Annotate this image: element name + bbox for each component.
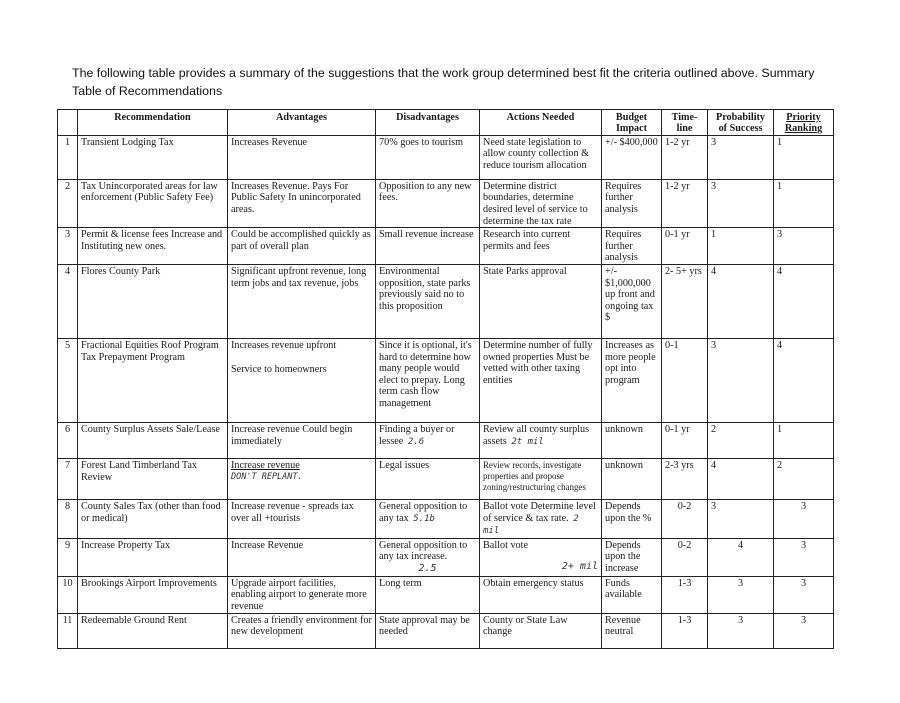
timeline-cell: 1-3 bbox=[662, 576, 708, 613]
advantages-cell bbox=[228, 338, 376, 422]
priority-cell: 1 bbox=[774, 135, 834, 179]
advantages-cell: Upgrade airport facilities, enabling airport to generate more revenue bbox=[228, 576, 376, 613]
timeline-cell: 1-2 yr bbox=[662, 135, 708, 179]
row-number: 3 bbox=[58, 228, 78, 265]
probability-cell: 3 bbox=[708, 338, 774, 422]
advantages-cell: Increase revenue Could begin immediately bbox=[228, 422, 376, 458]
disadvantages-cell: Since it is optional, it's hard to determine how many people would elect to prepay. Long term cash flow management bbox=[376, 338, 480, 422]
disadvantages-text: General opposition to any tax increase. bbox=[379, 539, 468, 563]
budget-cell: Revenue neutral bbox=[602, 613, 662, 648]
header-num bbox=[58, 110, 78, 136]
table-row bbox=[58, 538, 834, 576]
disadvantages-cell: State approval may be needed bbox=[376, 613, 480, 648]
budget-cell: +/- $1,000,000 up front and ongoing tax $ bbox=[602, 264, 662, 338]
table-header-row bbox=[58, 110, 834, 136]
actions-cell: Research into current permits and fees bbox=[480, 228, 602, 265]
disadvantages-cell bbox=[376, 422, 480, 458]
header-disadvantages: Disadvantages bbox=[376, 110, 480, 136]
disadvantages-cell: Legal issues bbox=[376, 458, 480, 499]
table-row bbox=[58, 422, 834, 458]
actions-cell bbox=[480, 499, 602, 538]
handwritten-note: DON'T REPLANT. bbox=[231, 471, 303, 482]
advantages-cell: Increases Revenue bbox=[228, 135, 376, 179]
table-row bbox=[58, 576, 834, 613]
probability-cell: 1 bbox=[708, 228, 774, 265]
timeline-cell: 0-1 bbox=[662, 338, 708, 422]
budget-cell: unknown bbox=[602, 422, 662, 458]
timeline-cell: 2- 5+ yrs bbox=[662, 264, 708, 338]
recommendation-cell: Forest Land Timberland Tax Review bbox=[78, 458, 228, 499]
table-row bbox=[58, 264, 834, 338]
priority-cell: 3 bbox=[774, 576, 834, 613]
advantages-cell: Significant upfront revenue, long term jobs and tax revenue, jobs bbox=[228, 264, 376, 338]
row-number: 8 bbox=[58, 499, 78, 538]
timeline-cell: 2-3 yrs bbox=[662, 458, 708, 499]
advantages-text: Increase revenue bbox=[231, 459, 300, 471]
probability-cell: 3 bbox=[708, 613, 774, 648]
budget-cell: Funds available bbox=[602, 576, 662, 613]
timeline-cell: 1-2 yr bbox=[662, 179, 708, 227]
priority-cell: 1 bbox=[774, 179, 834, 227]
disadvantages-text: General opposition to any tax bbox=[379, 500, 468, 524]
header-budget: Budget Impact bbox=[602, 110, 662, 136]
probability-cell: 4 bbox=[708, 538, 774, 576]
disadvantages-cell bbox=[376, 499, 480, 538]
recommendation-cell: County Surplus Assets Sale/Lease bbox=[78, 422, 228, 458]
recommendation-cell: Tax Unincorporated areas for law enforcement (Public Safety Fee) bbox=[78, 179, 228, 227]
table-row bbox=[58, 499, 834, 538]
handwritten-note: 2 mil bbox=[483, 513, 579, 537]
header-probability: Probability of Success bbox=[708, 110, 774, 136]
recommendation-cell: Fractional Equities Roof Program Tax Prepayment Program bbox=[78, 338, 228, 422]
budget-cell: +/- $400,000 bbox=[602, 135, 662, 179]
recommendation-cell: Redeemable Ground Rent bbox=[78, 613, 228, 648]
disadvantages-text: Finding a buyer or lessee bbox=[379, 423, 455, 447]
timeline-cell: 0-1 yr bbox=[662, 228, 708, 265]
intro-paragraph: The following table provides a summary of the suggestions that the work group determined best fit the criteria outlined above. Summary Table of Recommendations bbox=[72, 66, 815, 98]
actions-cell: State Parks approval bbox=[480, 264, 602, 338]
row-number: 4 bbox=[58, 264, 78, 338]
budget-cell: Depends upon the % bbox=[602, 499, 662, 538]
priority-cell: 3 bbox=[774, 613, 834, 648]
header-actions: Actions Needed bbox=[480, 110, 602, 136]
priority-cell: 3 bbox=[774, 228, 834, 265]
recommendations-table bbox=[57, 109, 834, 649]
timeline-cell: 0-2 bbox=[662, 538, 708, 576]
row-number: 11 bbox=[58, 613, 78, 648]
timeline-cell: 1-3 bbox=[662, 613, 708, 648]
probability-cell: 3 bbox=[708, 499, 774, 538]
row-number: 5 bbox=[58, 338, 78, 422]
actions-text: Ballot vote Determine level of service & tax rate. bbox=[483, 500, 596, 524]
actions-text: Ballot vote bbox=[483, 539, 528, 551]
table-row bbox=[58, 338, 834, 422]
advantages-cell: Increase Revenue bbox=[228, 538, 376, 576]
handwritten-note: 2.6 bbox=[407, 436, 425, 447]
actions-cell: Obtain emergency status bbox=[480, 576, 602, 613]
table-row bbox=[58, 135, 834, 179]
disadvantages-cell: Small revenue increase bbox=[376, 228, 480, 265]
disadvantages-cell bbox=[376, 538, 480, 576]
actions-cell: Determine district boundaries, determine desired level of service to determine the tax rate bbox=[480, 179, 602, 227]
probability-cell: 4 bbox=[708, 458, 774, 499]
recommendation-cell: Permit & license fees Increase and Instituting new ones. bbox=[78, 228, 228, 265]
priority-cell: 1 bbox=[774, 422, 834, 458]
probability-cell: 2 bbox=[708, 422, 774, 458]
probability-cell: 3 bbox=[708, 179, 774, 227]
header-timeline: Time-line bbox=[662, 110, 708, 136]
advantages-cell bbox=[228, 458, 376, 499]
header-advantages: Advantages bbox=[228, 110, 376, 136]
actions-text: Review all county surplus assets bbox=[483, 423, 590, 447]
handwritten-note: 5.1b bbox=[413, 513, 435, 524]
priority-cell: 2 bbox=[774, 458, 834, 499]
priority-cell: 3 bbox=[774, 538, 834, 576]
handwritten-note: 2.5 bbox=[418, 562, 437, 574]
actions-cell: Review records, investigate properties and propose zoning/restructuring changes bbox=[480, 458, 602, 499]
budget-cell: Requires further analysis bbox=[602, 179, 662, 227]
budget-cell: Depends upon the increase bbox=[602, 538, 662, 576]
timeline-cell: 0-1 yr bbox=[662, 422, 708, 458]
recommendation-cell: Increase Property Tax bbox=[78, 538, 228, 576]
disadvantages-cell: Environmental opposition, state parks previously said no to this proposition bbox=[376, 264, 480, 338]
probability-cell: 3 bbox=[708, 576, 774, 613]
table-row bbox=[58, 228, 834, 265]
table-row bbox=[58, 613, 834, 648]
header-recommendation: Recommendation bbox=[78, 110, 228, 136]
actions-cell bbox=[480, 538, 602, 576]
advantages-cell: Creates a friendly environment for new development bbox=[228, 613, 376, 648]
row-number: 9 bbox=[58, 538, 78, 576]
priority-cell: 3 bbox=[774, 499, 834, 538]
recommendation-cell: Transient Lodging Tax bbox=[78, 135, 228, 179]
budget-cell: Requires further analysis bbox=[602, 228, 662, 265]
timeline-cell: 0-2 bbox=[662, 499, 708, 538]
recommendation-cell: Brookings Airport Improvements bbox=[78, 576, 228, 613]
actions-cell bbox=[480, 422, 602, 458]
disadvantages-cell: 70% goes to tourism bbox=[376, 135, 480, 179]
disadvantages-cell: Opposition to any new fees. bbox=[376, 179, 480, 227]
header-priority: Priority Ranking bbox=[774, 110, 834, 136]
advantages-cell: Could be accomplished quickly as part of overall plan bbox=[228, 228, 376, 265]
disadvantages-cell: Long term bbox=[376, 576, 480, 613]
advantages-line: Service to homeowners bbox=[231, 363, 327, 375]
budget-cell: unknown bbox=[602, 458, 662, 499]
probability-cell: 3 bbox=[708, 135, 774, 179]
table-row bbox=[58, 179, 834, 227]
actions-cell: Need state legislation to allow county collection & reduce tourism allocation bbox=[480, 135, 602, 179]
advantages-cell: Increase revenue - spreads tax over all +tourists bbox=[228, 499, 376, 538]
recommendation-cell: County Sales Tax (other than food or medical) bbox=[78, 499, 228, 538]
priority-cell: 4 bbox=[774, 264, 834, 338]
row-number: 1 bbox=[58, 135, 78, 179]
table-row bbox=[58, 458, 834, 499]
advantages-cell: Increases Revenue. Pays For Public Safety In unincorporated areas. bbox=[228, 179, 376, 227]
row-number: 10 bbox=[58, 576, 78, 613]
handwritten-note: 2t mil bbox=[511, 436, 544, 447]
budget-cell: Increases as more people opt into program bbox=[602, 338, 662, 422]
actions-cell: Determine number of fully owned properties Must be vetted with other taxing entities bbox=[480, 338, 602, 422]
handwritten-note: 2+ mil bbox=[561, 561, 598, 573]
recommendation-cell: Flores County Park bbox=[78, 264, 228, 338]
advantages-line: Increases revenue upfront bbox=[231, 339, 337, 351]
actions-cell: County or State Law change bbox=[480, 613, 602, 648]
priority-cell: 4 bbox=[774, 338, 834, 422]
probability-cell: 4 bbox=[708, 264, 774, 338]
row-number: 2 bbox=[58, 179, 78, 227]
row-number: 6 bbox=[58, 422, 78, 458]
row-number: 7 bbox=[58, 458, 78, 499]
